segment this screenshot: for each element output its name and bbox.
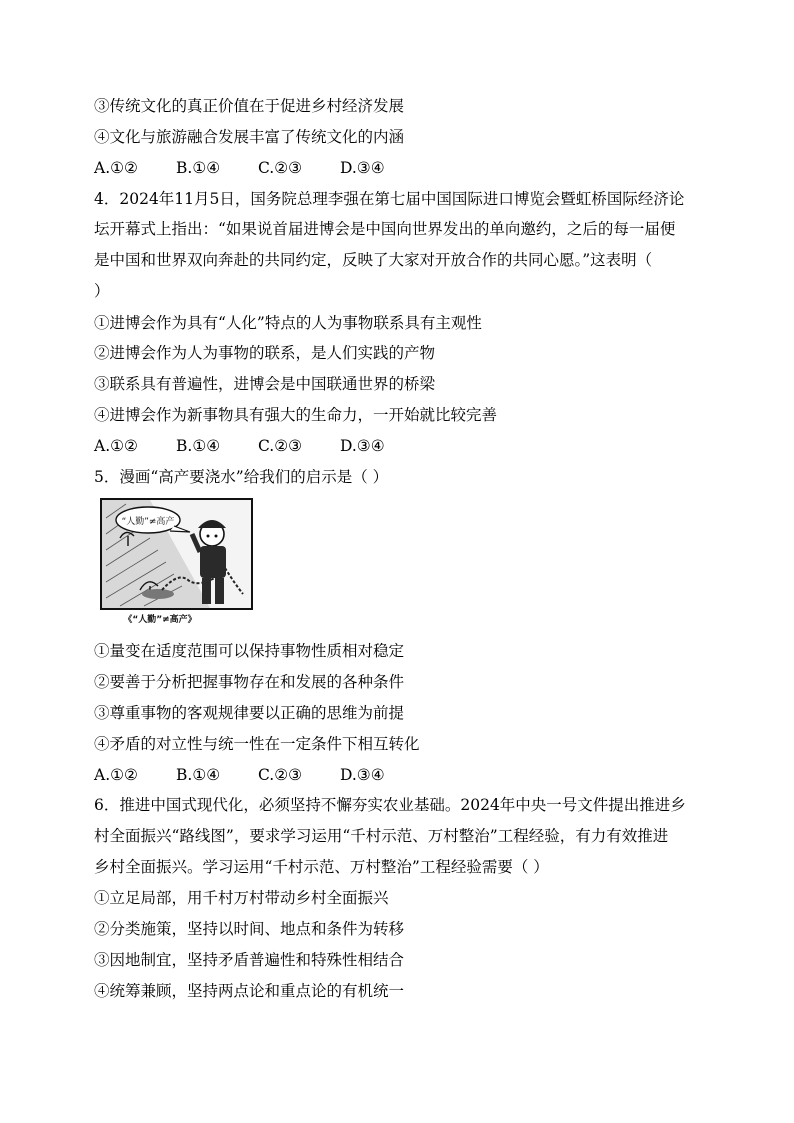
q3-option-d: D.③④ [340, 159, 385, 177]
q5-item-2: ②要善于分析把握事物存在和发展的各种条件 [94, 673, 405, 691]
cartoon-drawing [100, 498, 255, 628]
q4-item-1: ①进博会作为具有“人化”特点的人为事物联系具有主观性 [94, 314, 482, 332]
q5-options [94, 765, 385, 785]
q3-item-4: ④文化与旅游融合发展丰富了传统文化的内涵 [94, 128, 405, 146]
q4-item-3: ③联系具有普遍性，进博会是中国联通世界的桥梁 [94, 375, 436, 393]
q4-stem-line-2: 坛开幕式上指出：“如果说首届进博会是中国向世界发出的单向邀约，之后的每一届便 [94, 220, 676, 238]
cartoon-bubble-text: “人勤”≠高产 [121, 517, 175, 527]
q3-option-a: A.①② [94, 159, 138, 177]
q5-option-b: B.①④ [176, 766, 221, 784]
q6-item-1: ①立足局部，用千村万村带动乡村全面振兴 [94, 889, 389, 907]
q5-option-d: D.③④ [340, 766, 385, 784]
q6-stem-line-3: 乡村全面振兴。学习运用“千村示范、万村整治”工程经验需要（ ） [94, 858, 549, 876]
q5-option-a: A.①② [94, 766, 138, 784]
cartoon-caption: 《“人勤”≠高产》 [123, 615, 197, 625]
q4-item-2: ②进博会作为人为事物的联系，是人们实践的产物 [94, 344, 436, 362]
q6-stem-line-1: 6．推进中国式现代化，必须坚持不懈夯实农业基础。2024年中央一号文件提出推进乡 [94, 796, 686, 814]
q4-stem-line-3: 是中国和世界双向奔赴的共同约定，反映了大家对开放合作的共同心愿。”这表明（ [94, 251, 653, 269]
q3-option-b: B.①④ [176, 159, 221, 177]
q4-option-b: B.①④ [176, 437, 221, 455]
q4-stem-line-1: 4．2024年11月5日，国务院总理李强在第七届中国国际进口博览会暨虹桥国际经济论 [94, 190, 685, 208]
cartoon-image [100, 498, 255, 628]
q4-option-c: C.②③ [258, 437, 303, 455]
q5-item-1: ①量变在适度范围可以保持事物性质相对稳定 [94, 642, 405, 660]
q3-item-3: ③传统文化的真正价值在于促进乡村经济发展 [94, 97, 405, 115]
q5-item-3: ③尊重事物的客观规律要以正确的思维为前提 [94, 704, 405, 722]
q4-option-a: A.①② [94, 437, 138, 455]
q3-option-c: C.②③ [258, 159, 303, 177]
q6-stem-line-2: 村全面振兴“路线图”，要求学习运用“千村示范、万村整治”工程经验，有力有效推进 [94, 827, 669, 845]
q6-item-3: ③因地制宜，坚持矛盾普遍性和特殊性相结合 [94, 951, 405, 969]
q6-item-2: ②分类施策，坚持以时间、地点和条件为转移 [94, 920, 405, 938]
q5-option-c: C.②③ [258, 766, 303, 784]
q3-options [94, 158, 385, 178]
q4-stem-line-4: ） [94, 282, 110, 300]
q4-option-d: D.③④ [340, 437, 385, 455]
q4-item-4: ④进博会作为新事物具有强大的生命力，一开始就比较完善 [94, 406, 498, 424]
q4-options [94, 436, 385, 456]
q5-stem: 5．漫画“高产要浇水”给我们的启示是（ ） [94, 468, 389, 486]
q6-item-4: ④统筹兼顾，坚持两点论和重点论的有机统一 [94, 982, 405, 1000]
q5-item-4: ④矛盾的对立性与统一性在一定条件下相互转化 [94, 735, 420, 753]
